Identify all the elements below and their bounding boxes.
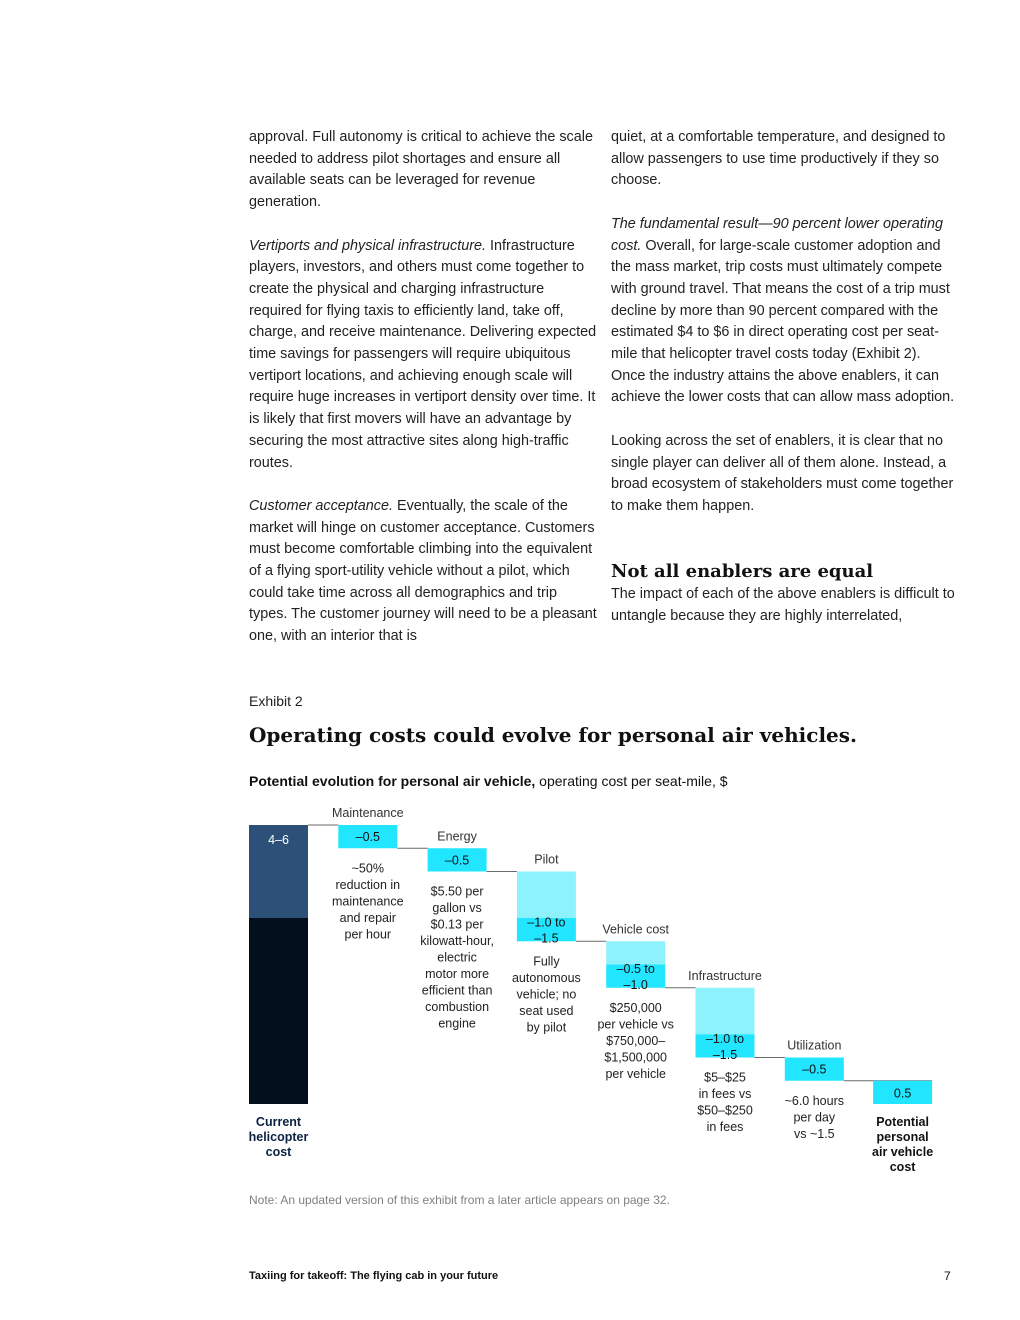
step-bar-range: [606, 941, 665, 964]
step-note: electric: [437, 950, 477, 965]
start-bar-value-label: 4–6: [268, 833, 289, 847]
step-value-label: –1.0 to: [527, 915, 566, 930]
step-note: in fees vs: [698, 1087, 752, 1101]
paragraph-lead: Vertiports and physical infrastructure.: [249, 237, 487, 254]
step-name-label: Pilot: [534, 852, 559, 867]
end-bar-value-label: 0.5: [893, 1086, 912, 1101]
exhibit-subtitle-bold: Potential evolution for personal air vehicle,: [249, 773, 536, 789]
paragraph-body: Overall, for large-scale customer adoption and the mass market, trip costs must ultimately compete with ground travel. That means the cost of a trip must decline by more than 90 percent compared with the estimated $4 to $6 in direct operating cost per seat-mile that helicopter travel costs today (Exhibit 2). Once the industry attains the above enablers, it can achieve the lower costs that can allow mass adoption.: [611, 237, 955, 406]
step-value-label: –1.5: [712, 1047, 738, 1062]
exhibit-label: Exhibit 2: [249, 693, 303, 709]
step-note: $1,500,000: [604, 1050, 667, 1065]
exhibit-subtitle-rest: operating cost per seat-mile, $: [535, 773, 728, 789]
start-bar-category-label: helicopter: [248, 1130, 309, 1144]
end-bar-category-label: cost: [889, 1160, 916, 1174]
step-note: $750,000–: [606, 1033, 666, 1048]
step-note: per hour: [344, 927, 392, 942]
paragraph: approval. Full autonomy is critical to achieve the scale needed to address pilot shortages and ensure all available seats can be leveraged for revenue generation.: [249, 129, 593, 211]
step-note: $5–$25: [704, 1070, 746, 1085]
step-bar-range: [696, 988, 755, 1035]
end-bar-category-label: air vehicle: [872, 1145, 934, 1159]
step-note: motor more: [425, 967, 490, 981]
paragraph: quiet, at a comfortable temperature, and designed to allow passengers to use time productively if they so choose.: [611, 129, 946, 189]
step-value-label: –0.5: [444, 853, 470, 868]
step-note: by pilot: [526, 1020, 567, 1035]
page-number: 7: [944, 1269, 951, 1283]
step-name-label: Utilization: [787, 1038, 842, 1053]
step-value-label: –1.0: [623, 978, 648, 993]
step-note: gallon vs: [432, 901, 482, 915]
step-note: per vehicle: [605, 1066, 666, 1081]
end-bar-category-label: personal: [876, 1130, 929, 1144]
step-note: vehicle; no: [516, 987, 577, 1002]
step-note: engine: [438, 1016, 476, 1031]
paragraph-lead: Customer acceptance.: [249, 497, 393, 514]
paragraph-lead: The fundamental result—90 percent lower operating cost.: [611, 215, 943, 254]
step-note: efficient than: [421, 983, 493, 998]
step-name-label: Infrastructure: [688, 968, 762, 983]
step-note: combustion: [425, 1000, 490, 1014]
step-note: $0.13 per: [430, 917, 484, 932]
paragraph-body: Eventually, the scale of the market will hinge on customer acceptance. Customers must become comfortable climbing into the equivalent of a flying sport-utility vehicle without a pilot, which could take time across all demographics and trip types. The customer journey will need to be a pleasant one, with an interior that is: [249, 497, 597, 645]
step-value-label: –0.5 to: [616, 962, 655, 977]
paragraph-body: Infrastructure players, investors, and others must come together to create the physical and charging infrastructure required for flying taxis to efficiently land, take off, charge, and receive maintenance. Delivering expected time savings for passengers will require ubiquitous vertiport locations, and achieving enough scale will require huge increases in vertiport density over time. It is likely that first movers will have an advantage by securing the most attractive sites along high-traffic routes.: [249, 237, 597, 471]
paragraph: Looking across the set of enablers, it is clear that no single player can deliver all of them alone. Instead, a broad ecosystem of stakeholders must come together to make them happen.: [611, 432, 954, 514]
step-name-label: Energy: [437, 829, 477, 844]
step-value-label: –1.0 to: [705, 1031, 745, 1046]
step-name-label: Vehicle cost: [602, 922, 670, 937]
step-note: per day: [793, 1110, 836, 1125]
step-note: autonomous: [511, 970, 581, 985]
step-note: ~6.0 hours: [784, 1093, 845, 1108]
start-bar-category-label: Current: [255, 1115, 302, 1129]
step-note: Fully: [533, 954, 560, 969]
start-bar-base: [249, 918, 308, 1104]
step-note: ~50%: [351, 861, 384, 876]
step-note: in fees: [706, 1120, 744, 1134]
paragraph: The impact of each of the above enablers is difficult to untangle because they are highly interrelated,: [611, 586, 955, 625]
start-bar-category-label: cost: [265, 1145, 292, 1159]
step-note: and repair: [339, 910, 396, 925]
step-note: reduction in: [335, 877, 401, 892]
step-note: maintenance: [332, 894, 404, 909]
step-name-label: Maintenance: [332, 806, 404, 820]
section-heading: Not all enablers are equal: [611, 561, 874, 583]
step-value-label: –0.5: [802, 1062, 827, 1077]
step-note: vs ~1.5: [793, 1126, 835, 1141]
step-value-label: –1.5: [534, 931, 559, 946]
step-note: $5.50 per: [430, 884, 484, 899]
footer-title: Taxiing for takeoff: The flying cab in your future: [249, 1270, 499, 1282]
step-note: $50–$250: [697, 1103, 753, 1118]
step-note: seat used: [519, 1003, 574, 1018]
end-bar-category-label: Potential: [876, 1115, 929, 1129]
step-bar-range: [517, 872, 576, 919]
step-note: per vehicle vs: [597, 1017, 674, 1032]
exhibit-title: Operating costs could evolve for personal air vehicles.: [249, 723, 857, 747]
step-value-label: –0.5: [355, 830, 380, 845]
step-note: $250,000: [609, 1000, 662, 1015]
exhibit-note: Note: An updated version of this exhibit from a later article appears on page 32.: [249, 1193, 670, 1207]
step-note: kilowatt-hour,: [420, 934, 494, 948]
